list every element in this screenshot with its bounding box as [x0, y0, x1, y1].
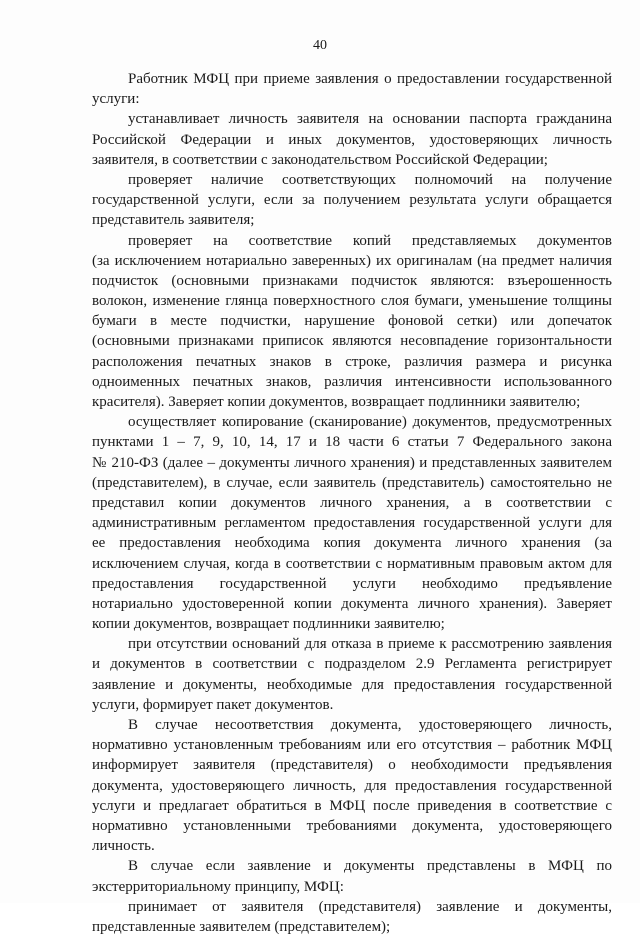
text-line: Российской Федерации и иных документов, удостоверяющих личность: [92, 131, 612, 148]
text-line: государственной услуги, если за получением результата услуги обращается: [92, 192, 612, 209]
text-line: устанавливает личность заявителя на основании паспорта гражданина: [128, 111, 612, 128]
text-line: нормативно установленными требованиями документа, удостоверяющего: [92, 817, 612, 834]
text-line: личность.: [92, 838, 155, 855]
text-line: документа, удостоверяющего личность, для предоставления государственной: [92, 777, 612, 794]
text-line: услуги и предлагает обратиться в МФЦ после приведения в соответствие с: [92, 797, 612, 814]
text-line: информирует заявителя (представителя) о необходимости предъявления: [92, 757, 612, 774]
text-line: услуги:: [92, 91, 140, 108]
text-line: № 210-ФЗ (далее – документы личного хранения) и представленных заявителем: [92, 454, 612, 471]
text-line: нормативно установленным требованиям или его отсутствия – работник МФЦ: [92, 737, 612, 754]
text-line: пунктами 1 – 7, 9, 10, 14, 17 и 18 части 6 статьи 7 Федерального закона: [92, 434, 612, 451]
page-number: 40: [313, 38, 327, 53]
text-line: осуществляет копирование (сканирование) документов, предусмотренных: [128, 414, 612, 431]
text-line: административным регламентом предоставления государственной услуги для: [92, 515, 612, 532]
text-line: нотариально удостоверенной копии документа личного хранения). Заверяет: [92, 595, 612, 612]
text-line: расположения печатных знаков в строке, различия размера и рисунка: [92, 353, 612, 370]
text-line: бумаги в месте подчистки, нарушение фоновой сетки) или допечаток: [92, 313, 612, 330]
text-line: предоставления государственной услуги необходимо предъявление: [92, 575, 612, 592]
text-line: заявителя, в соответствии с законодательством Российской Федерации;: [92, 151, 548, 168]
text-line: Работник МФЦ при приеме заявления о предоставлении государственной: [128, 71, 612, 87]
text-line: В случае если заявление и документы представлены в МФЦ по: [128, 858, 612, 875]
text-line: (представителем), в случае, если заявитель (представитель) самостоятельно не: [92, 474, 612, 491]
text-line: (за исключением нотариально заверенных) их оригиналам (на предмет наличия: [92, 252, 612, 269]
body-text: [92, 69, 612, 937]
text-line: ее предоставления необходима копия документа личного хранения (за: [92, 535, 612, 552]
text-line: копии документов, возвращает подлинники заявителю;: [92, 616, 445, 633]
text-line: при отсутствии оснований для отказа в приеме к рассмотрению заявления: [128, 636, 612, 653]
text-line: подчисток (основными признаками подчисток являются: взъерошенность: [92, 272, 612, 289]
text-line: экстерриториальному принципу, МФЦ:: [92, 878, 344, 895]
text-line: волокон, изменение глянца поверхностного слоя бумаги, уменьшение толщины: [92, 293, 612, 310]
text-line: исключением случая, когда в соответствии с нормативным правовым актом для: [92, 555, 612, 572]
text-line: проверяет на соответствие копий представляемых документов: [128, 232, 612, 249]
text-line: проверяет наличие соответствующих полномочий на получение: [128, 171, 612, 188]
text-line: принимает от заявителя (представителя) заявление и документы,: [128, 898, 612, 915]
text-line: представил копии документов личного хранения, а в соответствии с: [92, 494, 612, 511]
text-line: одноименных печатных знаков, различия интенсивности использованного: [92, 373, 612, 390]
text-line: и документов в соответствии с подразделом 2.9 Регламента регистрирует: [92, 656, 612, 673]
text-line: красителя). Заверяет копии документов, возвращает подлинники заявителю;: [92, 394, 581, 410]
text-line: В случае несоответствия документа, удостоверяющего личность,: [128, 717, 612, 733]
text-line: заявление и документы, необходимые для предоставления государственной: [92, 676, 612, 693]
text-line: представленные заявителем (представителем);: [92, 918, 391, 935]
text-line: (основными признаками приписок являются несовпадение горизонтальности: [92, 333, 612, 350]
text-line: представитель заявителя;: [92, 212, 255, 229]
text-line: услуги, формирует пакет документов.: [92, 696, 334, 713]
